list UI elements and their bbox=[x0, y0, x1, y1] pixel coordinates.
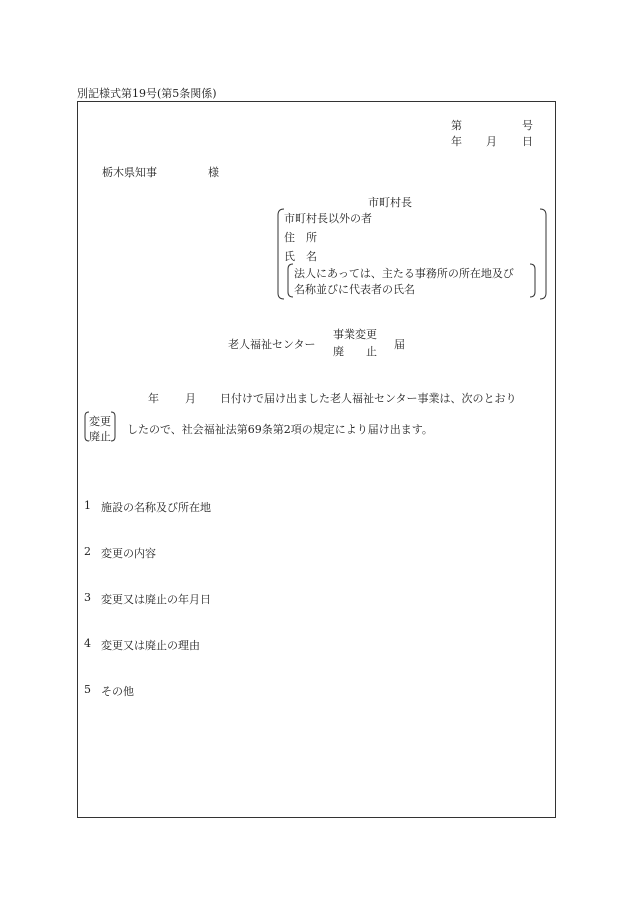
corp-note-line2: 名称並びに代表者の氏名 bbox=[294, 283, 415, 296]
form-number-label: 別記様式第19号(第5条関係) bbox=[77, 87, 217, 100]
addressee-name: 栃木県知事 bbox=[102, 166, 157, 179]
title-option-change: 事業変更 bbox=[333, 328, 377, 341]
title-subject: 老人福祉センター bbox=[228, 338, 316, 351]
date-day: 日 bbox=[522, 135, 533, 148]
address-label: 住 所 bbox=[284, 231, 317, 244]
body-text-line1: 日付けで届け出ました老人福祉センター事業は、次のとおり bbox=[220, 392, 517, 405]
body-month: 月 bbox=[185, 392, 196, 405]
item-4-label: 変更又は廃止の理由 bbox=[101, 639, 200, 652]
body-option-bracket bbox=[83, 411, 119, 443]
title-suffix: 届 bbox=[394, 338, 405, 351]
date-year: 年 bbox=[451, 135, 462, 148]
item-3-label: 変更又は廃止の年月日 bbox=[101, 593, 211, 606]
applicant-mayor: 市町村長 bbox=[368, 196, 412, 209]
applicant-non-mayor: 市町村長以外の者 bbox=[284, 212, 372, 225]
item-3-number: 3 bbox=[84, 591, 91, 604]
item-2-number: 2 bbox=[84, 545, 91, 558]
item-1-number: 1 bbox=[84, 499, 91, 512]
title-option-abolish: 廃 止 bbox=[333, 345, 377, 358]
body-year: 年 bbox=[148, 392, 159, 405]
corp-note-bracket bbox=[286, 263, 542, 299]
doc-number-prefix: 第 bbox=[451, 119, 462, 132]
item-4-number: 4 bbox=[84, 637, 91, 650]
doc-number-suffix: 号 bbox=[522, 119, 533, 132]
body-option-abolish: 廃止 bbox=[89, 430, 111, 443]
body-text-line2: したので、社会福祉法第69条第2項の規定により届け出ます。 bbox=[127, 423, 433, 436]
item-2-label: 変更の内容 bbox=[101, 547, 156, 560]
item-5-number: 5 bbox=[84, 683, 91, 696]
item-1-label: 施設の名称及び所在地 bbox=[101, 501, 211, 514]
date-month: 月 bbox=[486, 135, 497, 148]
addressee-honorific: 様 bbox=[208, 166, 219, 179]
item-5-label: その他 bbox=[101, 685, 134, 698]
corp-note-line1: 法人にあっては、主たる事務所の所在地及び bbox=[294, 267, 514, 280]
name-label: 氏 名 bbox=[284, 250, 317, 263]
body-option-change: 変更 bbox=[89, 415, 111, 428]
